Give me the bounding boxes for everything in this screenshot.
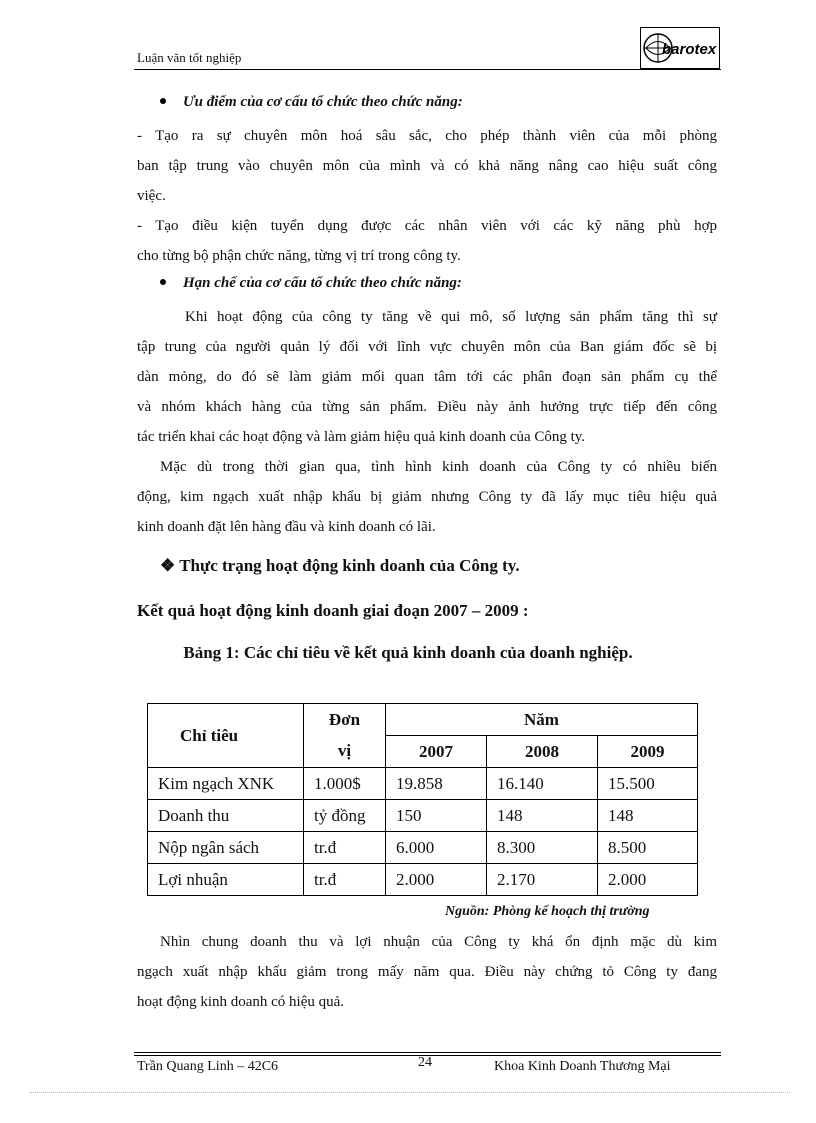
disadvantages-heading-text: Hạn chế của cơ cấu tổ chức theo chức năng: bbox=[183, 275, 462, 291]
bullet-icon bbox=[160, 279, 166, 285]
advantages-heading-text: Ưu điểm của cơ cấu tổ chức theo chức năng: bbox=[183, 94, 463, 110]
table-row bbox=[148, 832, 698, 864]
row-value: 148 bbox=[598, 800, 698, 832]
header-unit-1: Đơn bbox=[304, 704, 386, 736]
row-unit: tr.đ bbox=[304, 864, 386, 896]
sub-title: Kết quả hoạt động kinh doanh giai đoạn 2007 – 2009 : bbox=[137, 601, 529, 620]
row-value: 19.858 bbox=[386, 768, 487, 800]
adv-1-line1: - Tạo ra sự chuyên môn hoá sâu sắc, cho phép thành viên của mỗi phòng bbox=[137, 128, 717, 144]
row-value: 16.140 bbox=[487, 768, 598, 800]
footer-rule bbox=[134, 1052, 721, 1053]
conclusion-line2: ngạch xuất nhập khẩu giảm trong mấy năm qua. Điều này chứng tỏ Công ty đang bbox=[137, 964, 717, 980]
row-value: 8.500 bbox=[598, 832, 698, 864]
row-unit: 1.000$ bbox=[304, 768, 386, 800]
row-value: 8.300 bbox=[487, 832, 598, 864]
svg-text:barotex: barotex bbox=[662, 41, 717, 58]
table-row bbox=[148, 800, 698, 832]
disadvantages-heading bbox=[160, 275, 462, 292]
table-title: Bảng 1: Các chỉ tiêu về kết quả kinh doanh của doanh nghiệp. bbox=[183, 643, 633, 662]
table-header-row bbox=[148, 704, 698, 736]
row-name: Doanh thu bbox=[148, 800, 304, 832]
row-value: 6.000 bbox=[386, 832, 487, 864]
row-unit: tr.đ bbox=[304, 832, 386, 864]
adv-2-line1: - Tạo điều kiện tuyển dụng được các nhân viên với các kỹ năng phù hợp bbox=[137, 218, 717, 234]
row-unit: tỷ đồng bbox=[304, 800, 386, 832]
table-source: Nguồn: Phòng kế hoạch thị trường bbox=[445, 904, 650, 919]
row-value: 148 bbox=[487, 800, 598, 832]
row-value: 2.000 bbox=[598, 864, 698, 896]
conclusion-line3: hoạt động kinh doanh có hiệu quả. bbox=[137, 994, 345, 1010]
summary-line3: kinh doanh đặt lên hàng đầu và kinh doanh có lãi. bbox=[137, 519, 436, 535]
page-number: 24 bbox=[418, 1055, 432, 1070]
adv-1-line2: ban tập trung vào chuyên môn của mình và có khả năng nâng cao hiệu suất công bbox=[137, 158, 717, 174]
row-name: Lợi nhuận bbox=[148, 864, 304, 896]
row-value: 15.500 bbox=[598, 768, 698, 800]
table-row bbox=[148, 768, 698, 800]
page-edge-divider bbox=[30, 1092, 790, 1093]
advantages-heading bbox=[160, 94, 463, 111]
results-table bbox=[147, 703, 698, 896]
row-name: Nộp ngân sách bbox=[148, 832, 304, 864]
dis-line2: tập trung của người quản lý đối với lĩnh vực chuyên môn của Ban giám đốc sẽ bị bbox=[137, 339, 717, 355]
dis-line3: dàn mỏng, do đó sẽ làm giảm mối quan tâm tới các phân đoạn sản phẩm cụ thể bbox=[137, 369, 717, 385]
header-year-2009: 2009 bbox=[598, 736, 698, 768]
dis-line5: tác triển khai các hoạt động và làm giảm hiệu quả kinh doanh của Công ty. bbox=[137, 429, 586, 445]
footer-faculty: Khoa Kinh Doanh Thương Mại bbox=[494, 1059, 671, 1074]
section-title-text: Thực trạng hoạt động kinh doanh của Công ty. bbox=[179, 556, 520, 575]
header-year-2007: 2007 bbox=[386, 736, 487, 768]
row-value: 150 bbox=[386, 800, 487, 832]
dis-line1: Khi hoạt động của công ty tăng về qui mô, số lượng sản phẩm tăng thì sự bbox=[185, 309, 717, 325]
barotex-logo bbox=[640, 27, 720, 69]
row-value: 2.000 bbox=[386, 864, 487, 896]
header-indicator: Chỉ tiêu bbox=[148, 704, 304, 768]
adv-2-line2: cho từng bộ phận chức năng, từng vị trí trong công ty. bbox=[137, 248, 461, 264]
footer-author: Trần Quang Linh – 42C6 bbox=[137, 1059, 279, 1074]
dis-line4: và nhóm khách hàng của từng sản phẩm. Điều này ảnh hưởng trực tiếp đến công bbox=[137, 399, 717, 415]
summary-line1: Mặc dù trong thời gian qua, tình hình kinh doanh của Công ty có nhiều biến bbox=[160, 459, 717, 475]
row-name: Kim ngạch XNK bbox=[148, 768, 304, 800]
header-title: Luận văn tốt nghiệp bbox=[137, 50, 242, 65]
header-rule bbox=[134, 69, 721, 70]
header-year: Năm bbox=[386, 704, 698, 736]
adv-1-line3: việc. bbox=[137, 188, 166, 204]
diamond-bullet-icon: ❖ bbox=[160, 556, 176, 575]
bullet-icon bbox=[160, 98, 166, 104]
header-unit-2: vị bbox=[304, 736, 386, 768]
header-year-2008: 2008 bbox=[487, 736, 598, 768]
row-value: 2.170 bbox=[487, 864, 598, 896]
summary-line2: động, kim ngạch xuất nhập khẩu bị giảm nhưng Công ty đã lấy mục tiêu hiệu quả bbox=[137, 489, 717, 505]
table-row bbox=[148, 864, 698, 896]
conclusion-line1: Nhìn chung doanh thu và lợi nhuận của Công ty khá ổn định mặc dù kim bbox=[160, 934, 717, 950]
section-title bbox=[160, 556, 520, 576]
